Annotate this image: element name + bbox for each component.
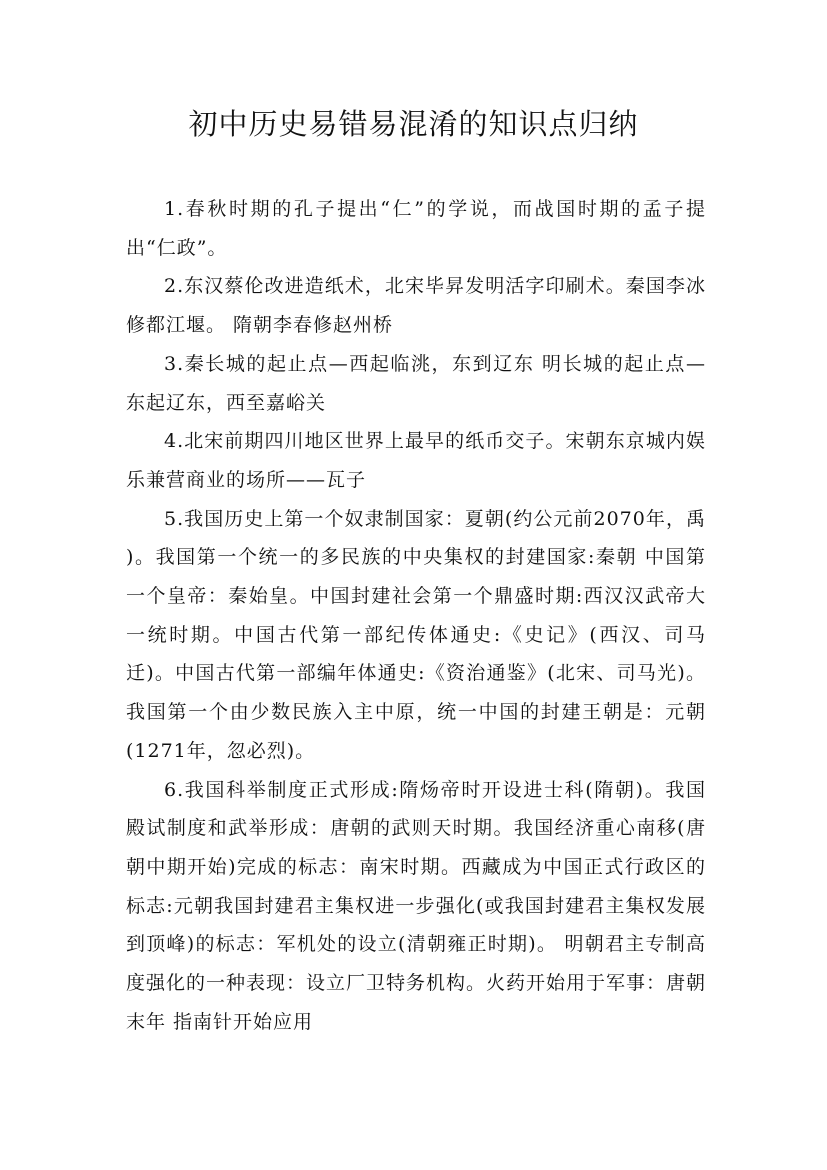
paragraph-2: 2.东汉蔡伦改进造纸术，北宋毕昇发明活字印刷术。秦国李冰修都江堰。 隋朝李春修赵州桥: [126, 275, 706, 337]
document-body: [126, 190, 706, 1041]
paragraph-6: 6.我国科举制度正式形成:隋炀帝时开设进士科(隋朝)。我国殿试制度和武举形成：唐朝的武则天时期。我国经济重心南移(唐朝中期开始)完成的标志：南宋时期。西藏成为中国正式行政区的标志:元朝我国封建君主集权进一步强化(或我国封建君主集权发展到顶峰)的标志：军机处的设立(清朝雍正时期)。 明朝君主专制高度强化的一种表现：设立厂卫特务机构。火药开始用于军事：唐朝末年 指南针开始应用: [126, 778, 707, 1033]
paragraph-3: 3.秦长城的起止点—西起临洮，东到辽东 明长城的起止点—东起辽东，西至嘉峪关: [126, 352, 706, 414]
document-title: 初中历史易错易混淆的知识点归纳: [188, 107, 639, 141]
paragraph-1: 1.春秋时期的孔子提出“仁”的学说，而战国时期的孟子提出“仁政”。: [126, 198, 706, 259]
paragraph-5: 5.我国历史上第一个奴隶制国家：夏朝(约公元前2070年，禹 )。我国第一个统一的多民族的中央集权的封建国家:秦朝 中国第一个皇帝：秦始皇。中国封建社会第一个鼎盛时期:西汉汉武帝大一统时期。中国古代第一部纪传体通史:《史记》(西汉、司马迁)。中国古代第一部编年体通史:《资治通鉴》(北宋、司马光)。我国第一个由少数民族入主中原，统一中国的封建王朝是：元朝(1271年，忽必烈)。: [126, 507, 706, 762]
paragraph-4: 4.北宋前期四川地区世界上最早的纸币交子。宋朝东京城内娱乐兼营商业的场所——瓦子: [126, 430, 706, 491]
